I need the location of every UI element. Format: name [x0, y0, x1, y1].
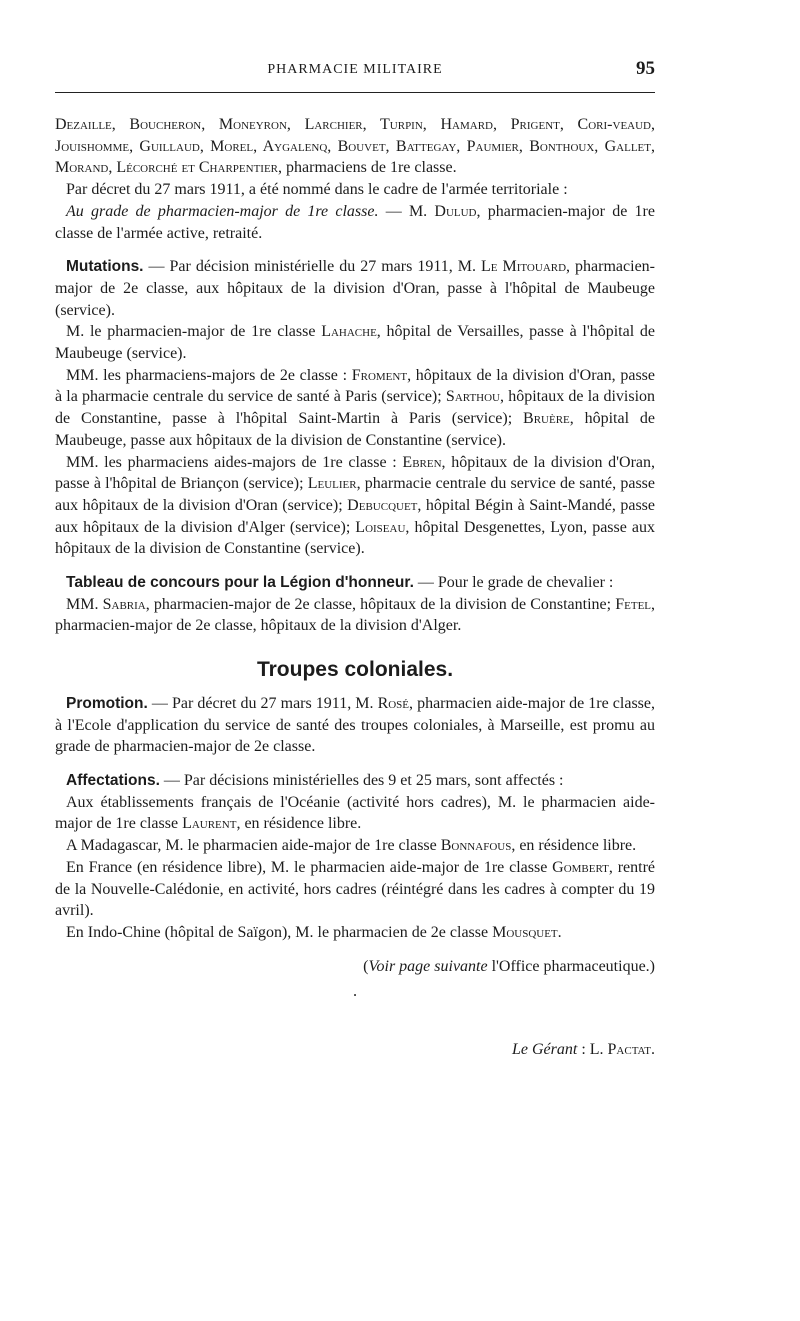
- text-run: : L.: [577, 1041, 608, 1059]
- affectation-france: [55, 857, 655, 922]
- person-name: Leulier: [307, 475, 357, 493]
- promotion-heading: Promotion.: [66, 694, 148, 712]
- manager-label: Le Gérant: [511, 1041, 578, 1059]
- grade-tail: , pharmacien-major de 1re classe de l'armée active, retraité.: [55, 202, 655, 242]
- person-name: Sarthou: [445, 388, 500, 406]
- person-name: Laurent: [182, 815, 237, 833]
- see-next-page-note: [55, 956, 655, 978]
- affectation-indochine: [55, 922, 655, 944]
- intro-names-tail: pharmaciens de 1re classe.: [286, 159, 457, 177]
- legion-heading: Tableau de concours pour la Légion d'honneur.: [66, 574, 414, 592]
- text-run: , pharmacie centrale du service de santé, passe aux hôpitaux de la division d'Oran (service);: [55, 475, 655, 514]
- person-name: Debucquet: [347, 496, 418, 514]
- text-run: — Par décret du 27 mars 1911, M.: [147, 694, 378, 712]
- legion-candidates-paragraph: [55, 594, 655, 637]
- affectation-madagascar: [55, 835, 655, 857]
- mutations-paragraph-1: [55, 256, 655, 321]
- text-run: , en résidence libre.: [236, 815, 362, 833]
- text-run: — Par décisions ministérielles des 9 et 25 mars, sont affectés :: [159, 771, 564, 789]
- mutations-heading: Mutations.: [66, 258, 144, 276]
- page-body: [55, 114, 655, 1061]
- affectation-oceanie: [55, 792, 655, 835]
- pharmacist-names: Dezaille, Boucheron, Moneyron, Larchier, Turpin, Hamard, Prigent, Cori-veaud, Jouishomme, Guillaud, Morel, Aygalenq, Bouvet, Battegay, Paumier, Bonthoux, Gallet, Morand, Lécorché et Charpentier,: [55, 116, 655, 177]
- text-run: , pharmacien aide-major de 1re classe, à l'Ecole d'application du service de santé des troupes coloniales, à Marseille, est promu au grade de pharmacien-major de 2e classe.: [55, 694, 656, 756]
- page-header: [55, 58, 655, 82]
- person-name: Loiseau: [355, 518, 406, 536]
- text-run: (: [363, 957, 369, 975]
- intro-names-paragraph: [55, 114, 655, 179]
- person-name: Gombert: [552, 858, 609, 876]
- text-run: A Madagascar, M. le pharmacien aide-major de 1re classe: [66, 837, 441, 855]
- person-name: Bonnafous: [440, 837, 512, 855]
- grade-label: Au grade de pharmacien-major de 1re classe.: [66, 202, 379, 220]
- decree-paragraph: Par décret du 27 mars 1911, a été nommé dans le cadre de l'armée territoriale :: [66, 181, 568, 199]
- manager-signature: [55, 1039, 655, 1061]
- person-name: Froment: [351, 366, 408, 384]
- text-run: En France (en résidence libre), M. le pharmacien aide-major de 1re classe: [66, 858, 553, 876]
- text-run: Aux établissements français de l'Océanie (activité hors cadres), M. le pharmacien aide-major de 1re classe: [55, 793, 655, 833]
- affectations-paragraph: [55, 770, 655, 792]
- text-run: , hôpitaux de la division d'Oran, passe à l'hôpital de Briançon (service);: [55, 453, 655, 493]
- person-name: Sabria: [102, 595, 146, 613]
- affectations-heading: Affectations.: [66, 771, 160, 789]
- person-name: Mousquet: [492, 923, 558, 941]
- mutations-paragraph-3: [55, 365, 655, 452]
- mutations-paragraph-4: [55, 452, 655, 561]
- text-run: , pharmacien-major de 2e classe, aux hôpitaux de la division d'Oran, passe à l'hôpital de Maubeuge (service).: [55, 258, 656, 319]
- person-name: Lahache: [321, 323, 377, 341]
- text-run: , hôpital de Maubeuge, passe aux hôpitaux de la division de Constantine (service).: [55, 410, 655, 449]
- person-name: Dulud: [434, 202, 477, 220]
- text-run: , hôpitaux de la division d'Oran, passe à la pharmacie centrale du service de santé à Paris (service);: [55, 366, 655, 406]
- section-title-troupes-coloniales: Troupes coloniales.: [256, 658, 454, 682]
- text-run: En Indo-Chine (hôpital de Saïgon), M. le pharmacien de 2e classe: [66, 923, 493, 941]
- manager-name: Pactat: [607, 1041, 651, 1059]
- see-next-page-label: Voir page suivante: [368, 957, 488, 975]
- text-run: , hôpitaux de la division de Constantine, passe à l'hôpital Saint-Martin à Paris (service);: [55, 388, 656, 428]
- promotion-paragraph: [55, 693, 655, 758]
- text-run: , hôpital de Versailles, passe à l'hôpital de Maubeuge (service).: [55, 323, 656, 363]
- text-run: , rentré de la Nouvelle-Calédonie, en activité, hors cadres (réintégré dans les cadres à compter du 19 avril).: [55, 858, 656, 920]
- text-run: , en résidence libre.: [511, 837, 637, 855]
- person-name: Rosé: [377, 694, 410, 712]
- person-name: Fetel: [615, 595, 652, 613]
- person-name: Ebren: [402, 453, 442, 471]
- legion-paragraph: [55, 572, 655, 594]
- text-run: l'Office pharmaceutique.): [487, 957, 655, 975]
- header-rule: [55, 92, 655, 93]
- text-run: MM. les pharmaciens-majors de 2e classe :: [66, 366, 352, 384]
- mutations-paragraph-2: [55, 321, 655, 364]
- text-run: .: [651, 1041, 655, 1059]
- text-run: , pharmacien-major de 2e classe, hôpitaux de la division d'Alger.: [55, 595, 656, 635]
- person-name: Bruère: [523, 410, 570, 428]
- running-title: PHARMACIE MILITAIRE: [267, 62, 443, 77]
- text-run: — Pour le grade de chevalier :: [413, 574, 614, 592]
- person-name: Le Mitouard: [481, 258, 567, 276]
- text-run: MM. les pharmaciens aides-majors de 1re classe :: [66, 453, 403, 471]
- text-run: — Par décision ministérielle du 27 mars 1911, M.: [143, 258, 482, 276]
- separator-dot: •: [353, 991, 357, 1001]
- grade-paragraph: [55, 201, 655, 244]
- text-run: , hôpital Desgenettes, Lyon, passe aux hôpitaux de la division de Constantine (service).: [55, 518, 655, 558]
- text-run: MM.: [66, 595, 103, 613]
- text-run: .: [557, 923, 562, 941]
- grade-dash: — M.: [378, 202, 435, 220]
- text-run: , hôpital Bégin à Saint-Mandé, passe aux hôpitaux de la division d'Alger (service);: [55, 496, 656, 536]
- page-number: 95: [636, 58, 655, 79]
- text-run: , pharmacien-major de 2e classe, hôpitaux de la division de Constantine;: [145, 595, 616, 613]
- text-run: M. le pharmacien-major de 1re classe: [66, 323, 322, 341]
